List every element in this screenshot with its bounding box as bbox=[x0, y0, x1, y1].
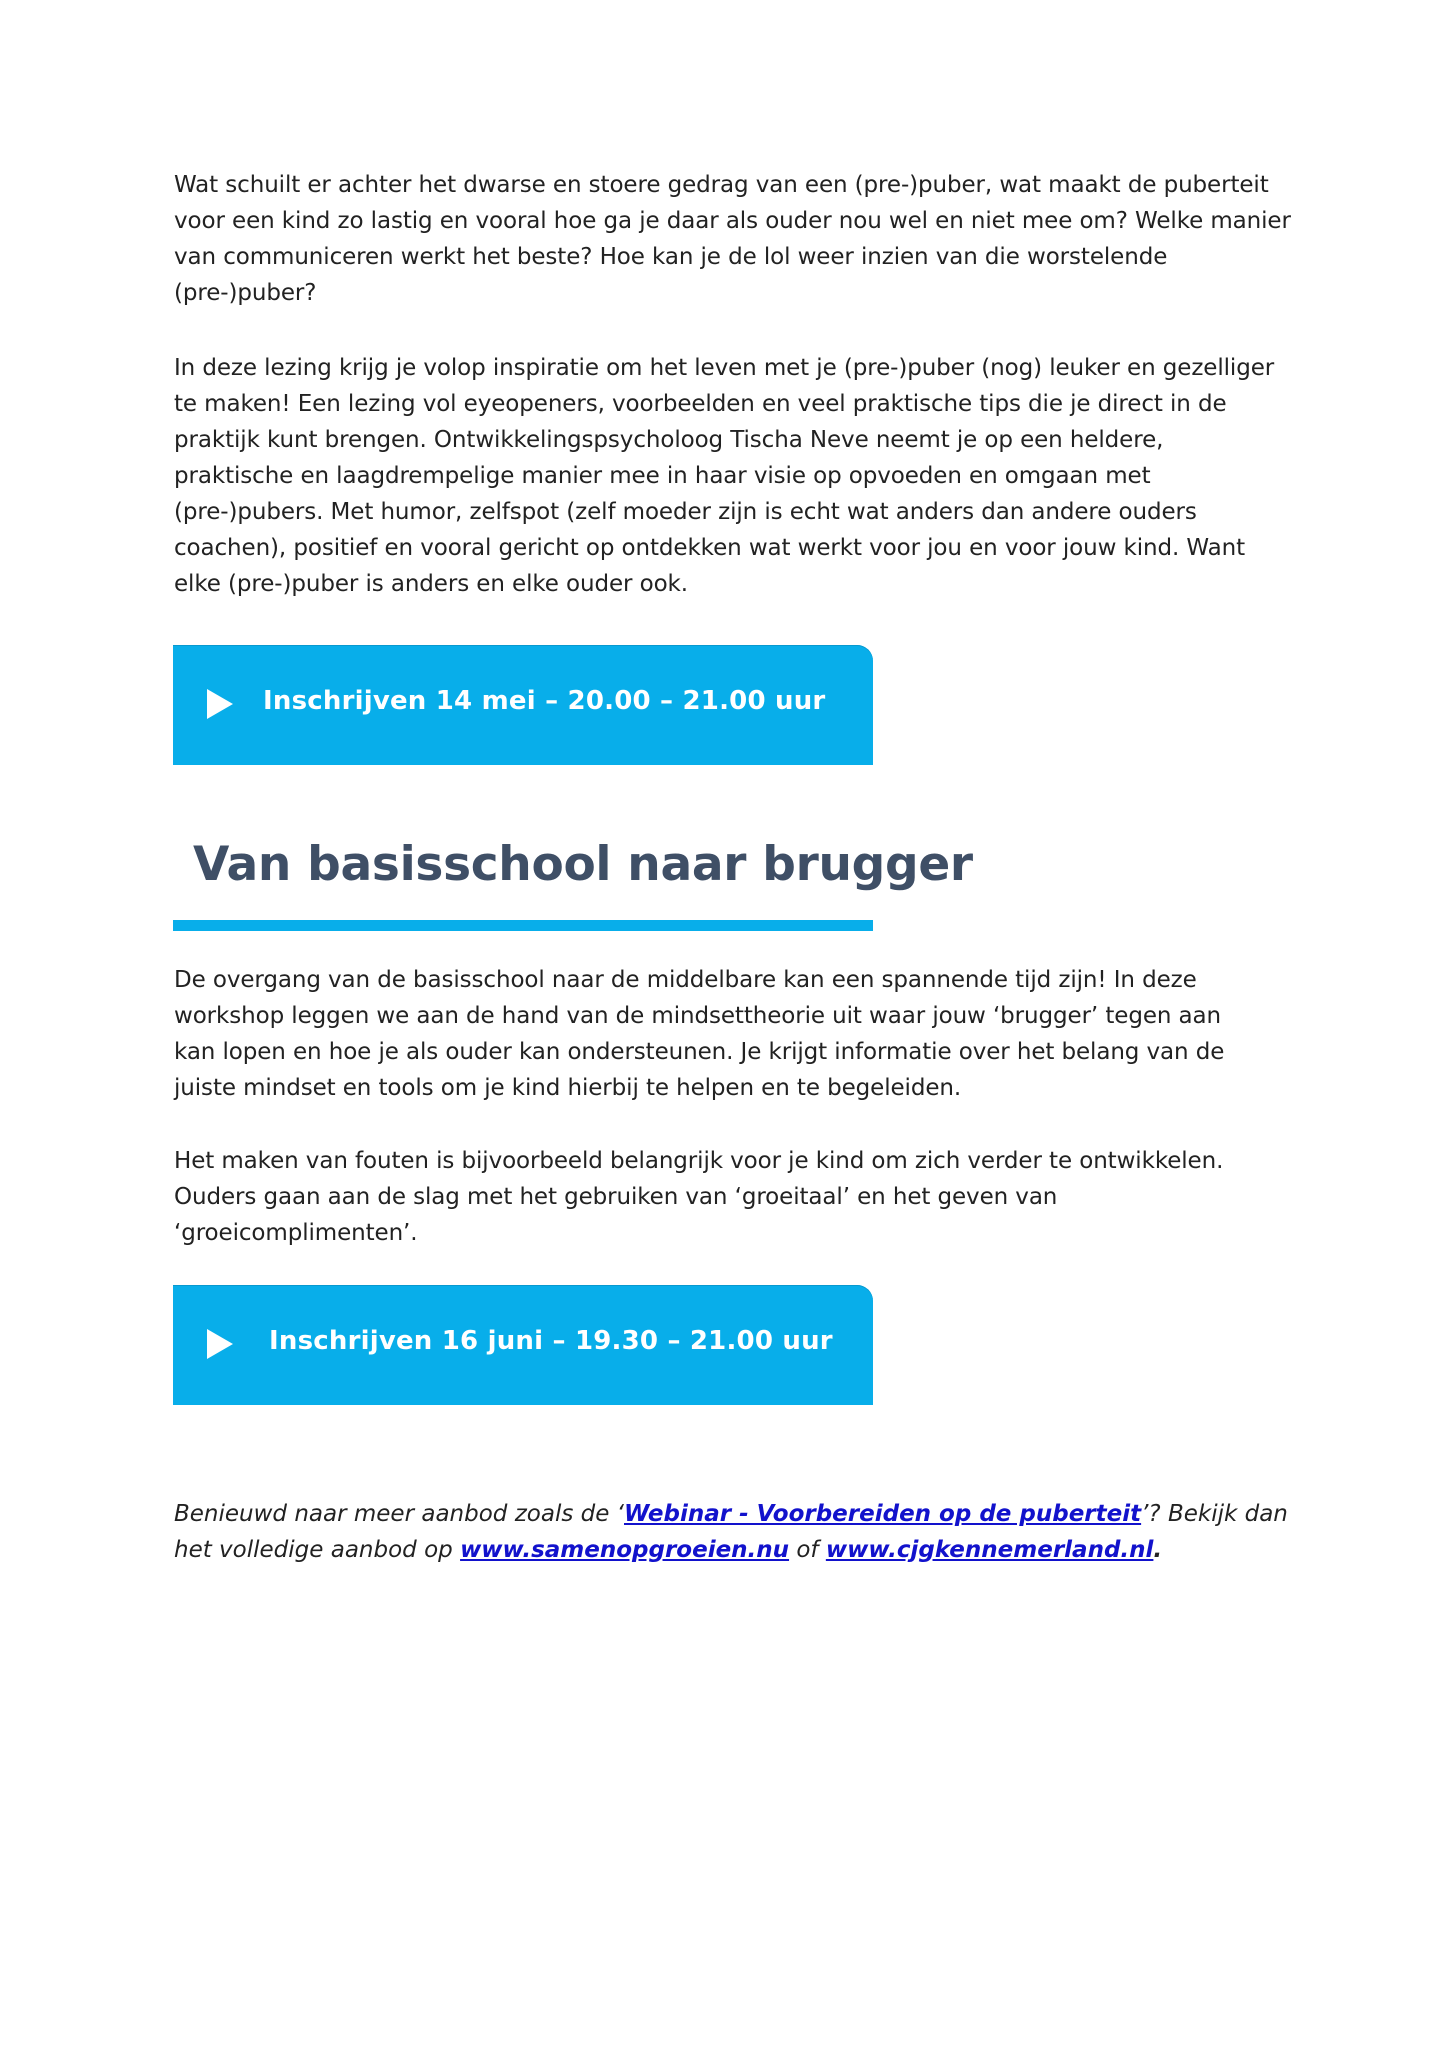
register-button-16-juni[interactable] bbox=[173, 1285, 873, 1405]
samenopgroeien-link[interactable]: www.samenopgroeien.nu bbox=[460, 1537, 790, 1563]
heading-underline bbox=[173, 920, 873, 931]
footer-note bbox=[174, 1496, 1324, 1568]
workshop-paragraph-2 bbox=[174, 1143, 1324, 1251]
workshop-paragraph-1 bbox=[174, 962, 1324, 1106]
play-icon bbox=[207, 689, 233, 719]
workshop-line: juiste mindset en tools om je kind hierbij te helpen en te begeleiden. bbox=[174, 1075, 962, 1101]
footer-text: het volledige aanbod op bbox=[174, 1537, 461, 1563]
register-button-14-mei[interactable] bbox=[173, 645, 873, 765]
footer-text: of bbox=[789, 1537, 826, 1563]
workshop-line: Ouders gaan aan de slag met het gebruiken van ‘groeitaal’ en het geven van bbox=[174, 1184, 1058, 1210]
intro-line: (pre-)puber? bbox=[174, 280, 317, 306]
footer-period: . bbox=[1153, 1537, 1163, 1563]
lecture-paragraph bbox=[174, 350, 1324, 602]
workshop-line: ‘groeicomplimenten’. bbox=[174, 1220, 418, 1246]
lecture-line: praktijk kunt brengen. Ontwikkelingspsycholoog Tischa Neve neemt je op een heldere, bbox=[174, 427, 1164, 453]
lecture-line: te maken! Een lezing vol eyeopeners, voorbeelden en veel praktische tips die je direct in de bbox=[174, 391, 1227, 417]
intro-line: van communiceren werkt het beste? Hoe kan je de lol weer inzien van die worstelende bbox=[174, 244, 1168, 270]
footer-text: Benieuwd naar meer aanbod zoals de ‘ bbox=[174, 1501, 624, 1527]
lecture-line: elke (pre-)puber is anders en elke ouder ook. bbox=[174, 571, 688, 597]
workshop-line: workshop leggen we aan de hand van de mindsettheorie uit waar jouw ‘brugger’ tegen aan bbox=[174, 1003, 1222, 1029]
workshop-line: De overgang van de basisschool naar de middelbare kan een spannende tijd zijn! In deze bbox=[174, 967, 1197, 993]
webinar-link[interactable]: Webinar - Voorbereiden op de puberteit bbox=[624, 1501, 1142, 1527]
register-button-label: Inschrijven 16 juni – 19.30 – 21.00 uur bbox=[269, 1326, 833, 1356]
intro-line: Wat schuilt er achter het dwarse en stoere gedrag van een (pre-)puber, wat maakt de puberteit bbox=[174, 172, 1269, 198]
cjgkennemerland-link[interactable]: www.cjgkennemerland.nl bbox=[825, 1537, 1154, 1563]
lecture-line: praktische en laagdrempelige manier mee in haar visie op opvoeden en omgaan met bbox=[174, 463, 1151, 489]
register-button-label: Inschrijven 14 mei – 20.00 – 21.00 uur bbox=[263, 686, 826, 716]
intro-paragraph bbox=[174, 167, 1324, 311]
lecture-line: coachen), positief en vooral gericht op ontdekken wat werkt voor jou en voor jouw kind. Want bbox=[174, 535, 1245, 561]
workshop-line: kan lopen en hoe je als ouder kan ondersteunen. Je krijgt informatie over het belang van de bbox=[174, 1039, 1225, 1065]
footer-line bbox=[174, 1532, 1324, 1568]
section-heading: Van basisschool naar brugger bbox=[193, 837, 973, 892]
lecture-line: (pre-)pubers. Met humor, zelfspot (zelf moeder zijn is echt wat anders dan andere ouders bbox=[174, 499, 1197, 525]
footer-line bbox=[174, 1496, 1324, 1532]
lecture-line: In deze lezing krijg je volop inspiratie om het leven met je (pre-)puber (nog) leuker en gezelliger bbox=[174, 355, 1275, 381]
footer-text: ’? Bekijk dan bbox=[1141, 1501, 1288, 1527]
workshop-line: Het maken van fouten is bijvoorbeeld belangrijk voor je kind om zich verder te ontwikkelen. bbox=[174, 1148, 1224, 1174]
play-icon bbox=[207, 1329, 233, 1359]
intro-line: voor een kind zo lastig en vooral hoe ga je daar als ouder nou wel en niet mee om? Welke manier bbox=[174, 208, 1291, 234]
